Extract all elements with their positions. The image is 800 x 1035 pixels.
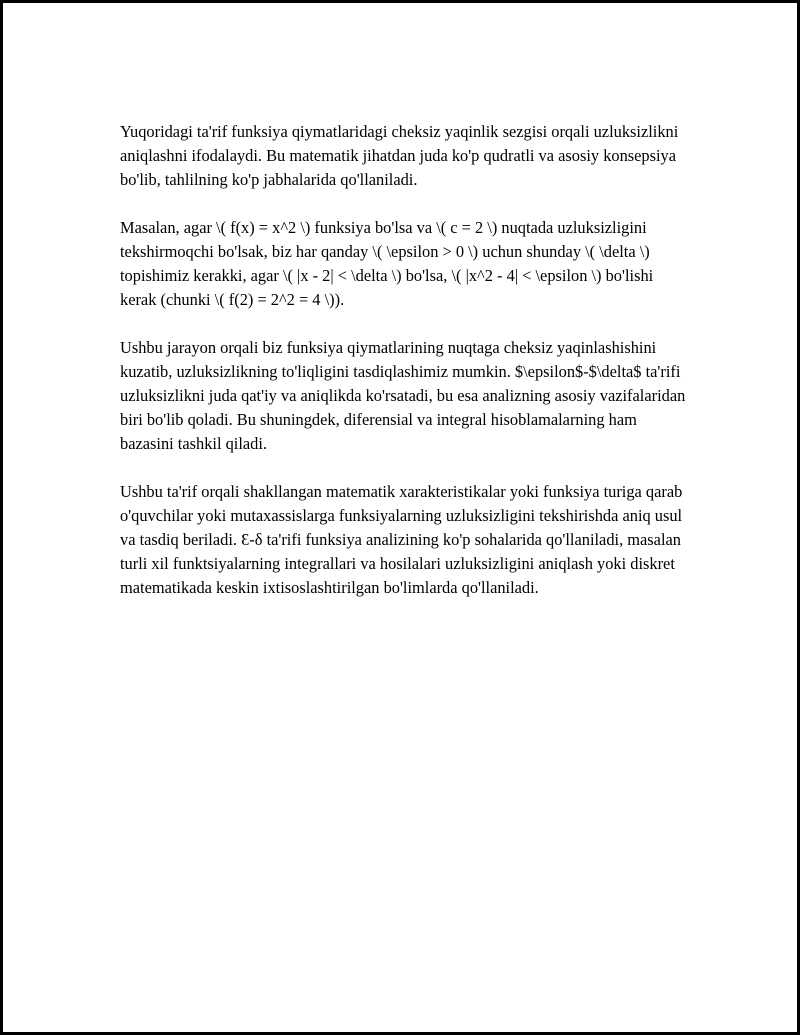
page-content [120, 120, 691, 624]
paragraph-1: Yuqoridagi ta'rif funksiya qiymatlaridagi cheksiz yaqinlik sezgisi orqali uzluksizlikni aniqlashni ifodalaydi. Bu matematik jihatdan juda ko'p qudratli va asosiy konsepsiya bo'lib, tahlilning ko'p jabhalarida qo'llaniladi. [120, 122, 679, 189]
paragraph-4: Ushbu ta'rif orqali shakllangan matematik xarakteristikalar yoki funksiya turiga qarab o'quvchilar yoki mutaxassislarga funksiyalarning uzluksizligini tekshirishda aniq usul va tasdiq beriladi. Ɛ-δ ta'rifi funksiya analizining ko'p sohalarida qo'llaniladi, masalan turli xil funktsiyalarning integrallari va hosilalari uzluksizligini aniqlash yoki diskret matematikada keskin ixtisoslashtirilgan bo'limlarda qo'llaniladi. [120, 482, 683, 597]
paragraph-2: Masalan, agar \( f(x) = x^2 \) funksiya bo'lsa va \( c = 2 \) nuqtada uzluksizligini tekshirmoqchi bo'lsak, biz har qanday \( \epsilon > 0 \) uchun shunday \( \delta \) topishimiz kerakki, agar \( |x - 2| < \delta \) bo'lsa, \( |x^2 - 4| < \epsilon \) bo'lishi kerak (chunki \( f(2) = 2^2 = 4 \)). [120, 218, 654, 309]
paragraph-3: Ushbu jarayon orqali biz funksiya qiymatlarining nuqtaga cheksiz yaqinlashishini kuzatib, uzluksizlikning to'liqligini tasdiqlashimiz mumkin. $\epsilon$-$\delta$ ta'rifi uzluksizlikni juda qat'iy va aniqlikda ko'rsatadi, bu esa analizning asosiy vazifalaridan biri bo'lib qoladi. Bu shuningdek, diferensial va integral hisoblamalarning ham bazasini tashkil qiladi. [120, 338, 686, 453]
